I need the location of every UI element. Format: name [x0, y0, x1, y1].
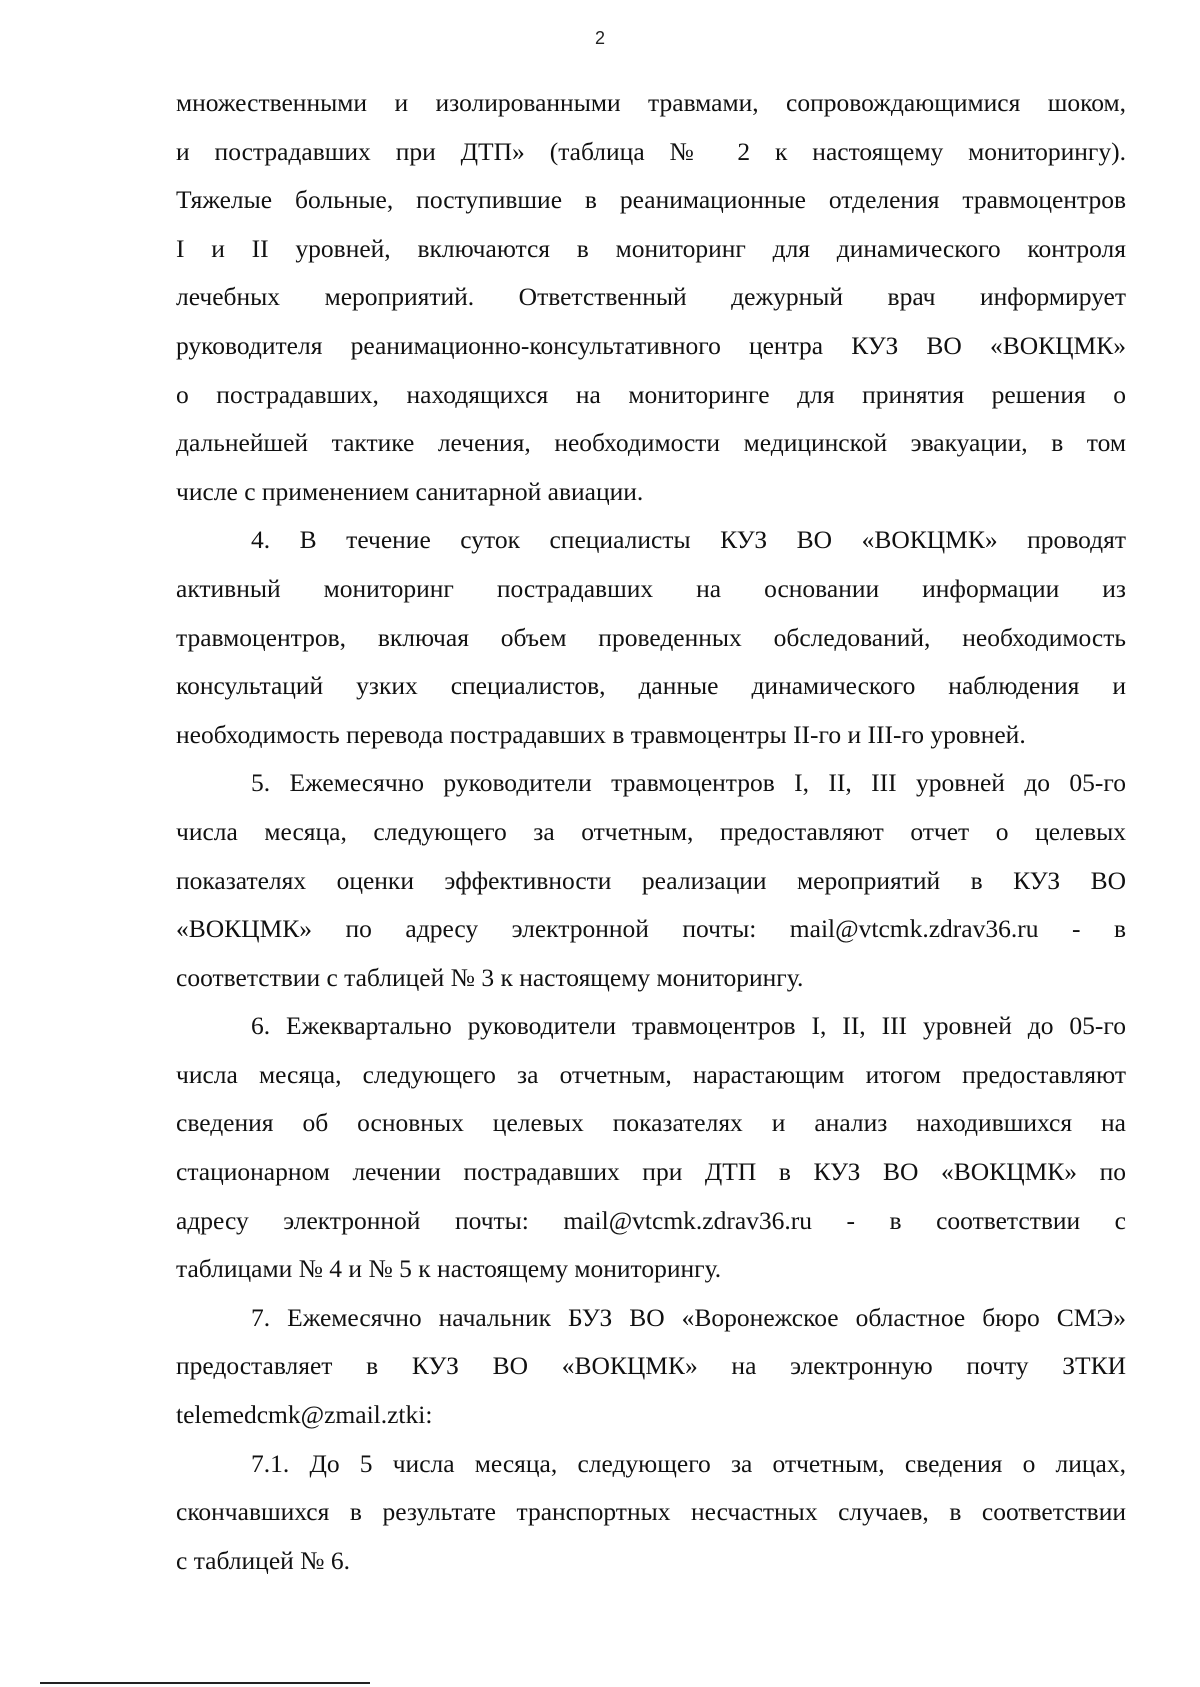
text-line: и пострадавших при ДТП» (таблица № 2 к настоящему мониторингу). — [176, 136, 1126, 166]
document-body — [176, 79, 1126, 1585]
paragraph-item-6 — [176, 1002, 1126, 1294]
paragraph-item-7-1 — [176, 1440, 1126, 1586]
page-number: 2 — [594, 28, 605, 48]
paragraph-item-4 — [176, 516, 1126, 759]
text-line: множественными и изолированными травмами, сопровождающимися шоком, — [176, 88, 1126, 117]
paragraph-item-5 — [176, 759, 1126, 1002]
text-line: о пострадавших, находящихся на мониторинге для принятия решения о — [176, 379, 1126, 409]
text-line: показателях оценки эффективности реализации мероприятий в КУЗ ВО — [176, 865, 1126, 895]
text-line: числа месяца, следующего за отчетным, нарастающим итогом предоставляют — [176, 1059, 1126, 1089]
text-line: скончавшихся в результате транспортных несчастных случаев, в соответствии — [176, 1497, 1126, 1527]
text-line: дальнейшей тактике лечения, необходимости медицинской эвакуации, в том — [176, 428, 1126, 458]
text-line: «ВОКЦМК» по адресу электронной почты: mail@vtcmk.zdrav36.ru - в — [176, 914, 1126, 944]
paragraph-continuation — [176, 79, 1126, 516]
text-line: I и II уровней, включаются в мониторинг для динамического контроля — [176, 233, 1126, 263]
text-line: предоставляет в КУЗ ВО «ВОКЦМК» на электронную почту ЗТКИ — [176, 1351, 1126, 1381]
text-line: травмоцентров, включая объем проведенных обследований, необходимость — [176, 622, 1126, 652]
text-line: лечебных мероприятий. Ответственный дежурный врач информирует — [176, 282, 1126, 312]
text-line: 5. Ежемесячно руководители травмоцентров I, II, III уровней до 05-го — [251, 768, 1126, 798]
text-line: таблицами № 4 и № 5 к настоящему мониторингу. — [176, 1254, 722, 1284]
text-line: числа месяца, следующего за отчетным, предоставляют отчет о целевых — [176, 816, 1126, 846]
scan-edge-line — [40, 1682, 370, 1684]
text-line: telemedcmk@zmail.ztki: — [176, 1400, 433, 1430]
text-line: 6. Ежеквартально руководители травмоцентров I, II, III уровней до 05-го — [251, 1011, 1126, 1041]
text-line: активный мониторинг пострадавших на основании информации из — [176, 573, 1126, 603]
text-line: сведения об основных целевых показателях и анализ находившихся на — [176, 1108, 1126, 1138]
text-line: 4. В течение суток специалисты КУЗ ВО «ВОКЦМК» проводят — [251, 525, 1126, 555]
text-line: соответствии с таблицей № 3 к настоящему мониторингу. — [176, 962, 804, 992]
text-line: 7. Ежемесячно начальник БУЗ ВО «Воронежское областное бюро СМЭ» — [251, 1302, 1126, 1332]
text-line: необходимость перевода пострадавших в травмоцентры II-го и III-го уровней. — [176, 719, 1026, 749]
text-line: Тяжелые больные, поступившие в реанимационные отделения травмоцентров — [176, 185, 1126, 215]
text-line: адресу электронной почты: mail@vtcmk.zdrav36.ru - в соответствии с — [176, 1205, 1126, 1235]
text-line: числе с применением санитарной авиации. — [176, 476, 644, 506]
paragraph-item-7 — [176, 1294, 1126, 1440]
text-line: руководителя реанимационно-консультативного центра КУЗ ВО «ВОКЦМК» — [176, 330, 1126, 360]
text-line: 7.1. До 5 числа месяца, следующего за отчетным, сведения о лицах, — [251, 1448, 1126, 1478]
text-line: с таблицей № 6. — [176, 1545, 350, 1575]
text-line: консультаций узких специалистов, данные динамического наблюдения и — [176, 671, 1126, 701]
text-line: стационарном лечении пострадавших при ДТП в КУЗ ВО «ВОКЦМК» по — [176, 1157, 1126, 1187]
